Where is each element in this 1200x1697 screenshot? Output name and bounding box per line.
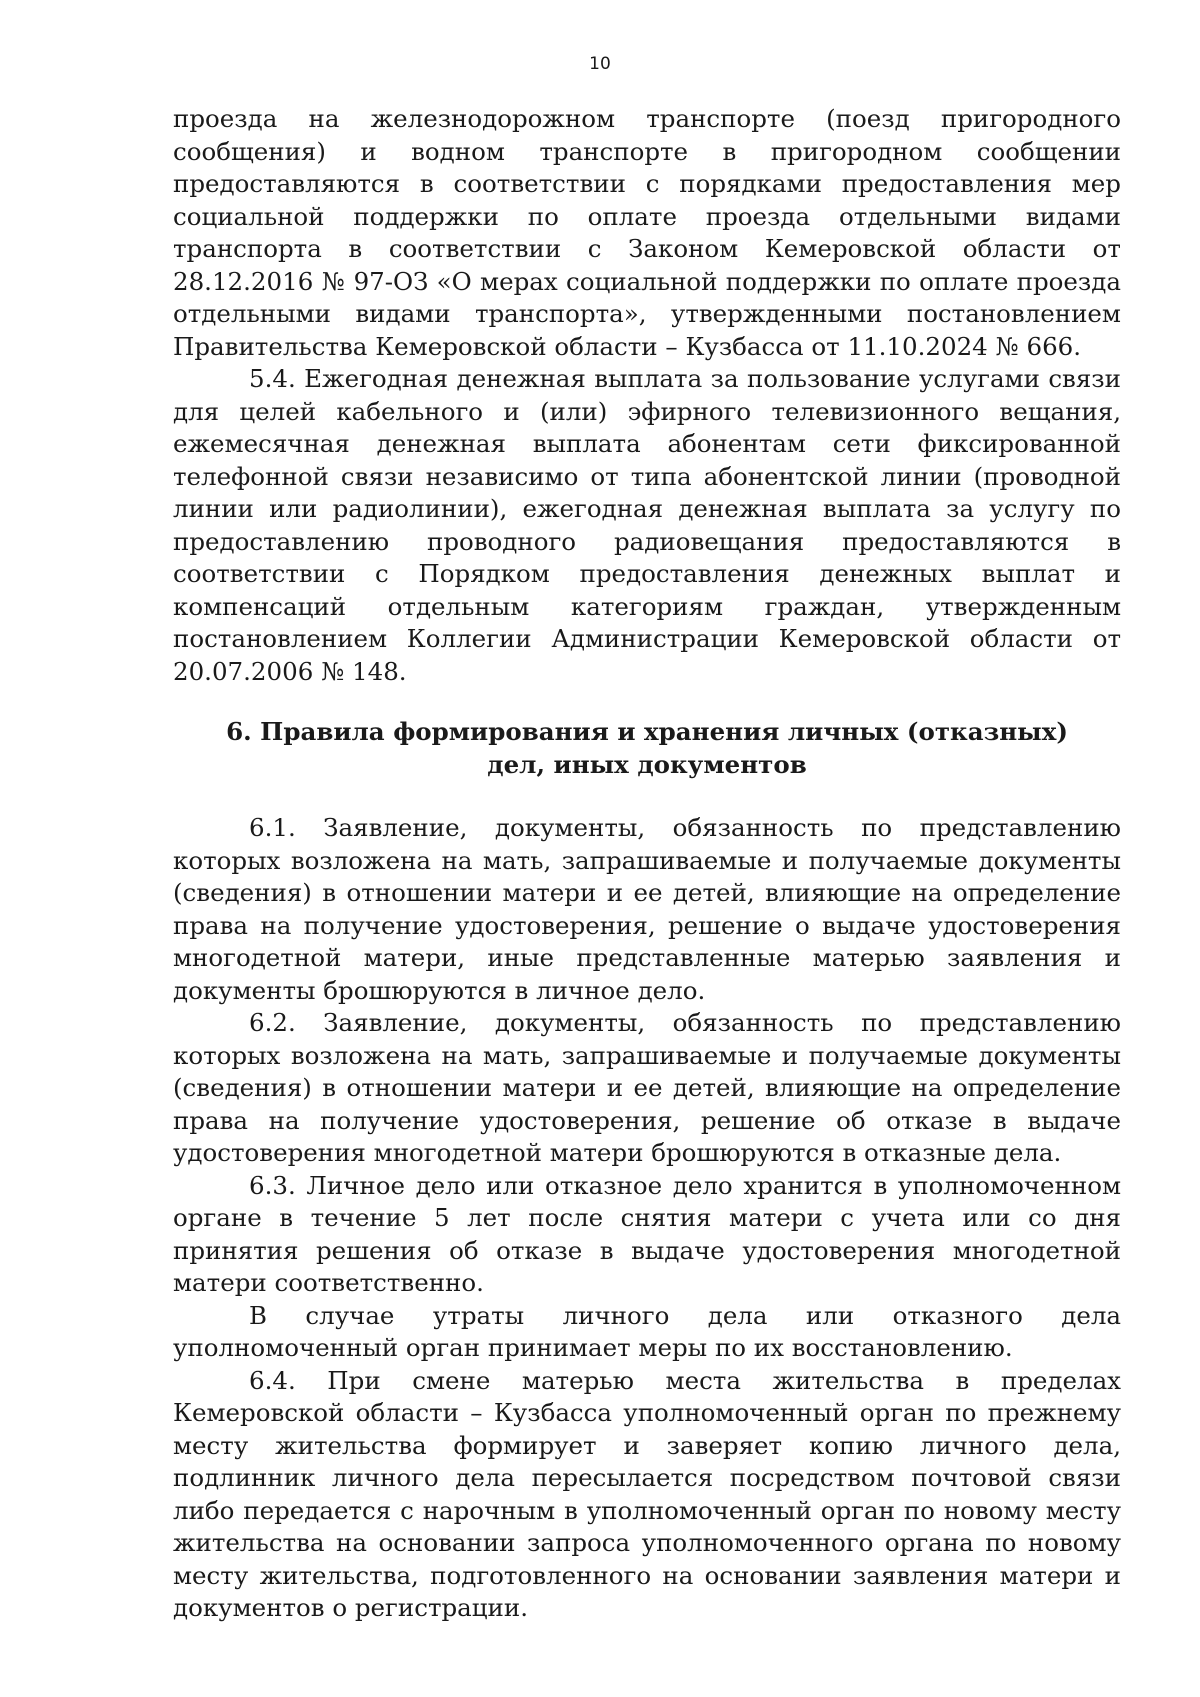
paragraph-continued: проезда на железнодорожном транспорте (поезд пригородного сообщения) и водном транспорте в пригородном сообщении предоставляются в соответствии с порядками предоставления мер социальной поддержки по оплате проезда отдельными видами транспорта в соответствии с Законом Кемеровской области от 28.12.2016 № 97-ОЗ «О мерах социальной поддержки по оплате проезда отдельными видами транспорта», утвержденными постановлением Правительства Кемеровской области – Кузбасса от 11.10.2024 № 666. (173, 104, 1121, 361)
paragraph-6-2: 6.2. Заявление, документы, обязанность по представлению которых возложена на мать, запрашиваемые и получаемые документы (сведения) в отношении матери и ее детей, влияющие на определение права на получение удостоверения, решение об отказе в выдаче удостоверения многодетной матери брошюруются в отказные дела. (173, 1008, 1121, 1167)
document-body (173, 103, 1121, 1625)
paragraph-6-4: 6.4. При смене матерью места жительства в пределах Кемеровской области – Кузбасса уполномоченный орган по прежнему месту жительства формирует и заверяет копию личного дела, подлинник личного дела пересылается посредством почтовой связи либо передается с нарочным в уполномоченный орган по новому месту жительства на основании запроса уполномоченного органа по новому месту жительства, подготовленного на основании заявления матери и документов о регистрации. (173, 1365, 1121, 1622)
section-heading-line-2: дел, иных документов (487, 749, 807, 779)
paragraph-5-4: 5.4. Ежегодная денежная выплата за пользование услугами связи для целей кабельного и (или) эфирного телевизионного вещания, ежемесячная денежная выплата абонентам сети фиксированной телефонной связи независимо от типа абонентской линии (проводной линии или радиолинии), ежегодная денежная выплата за услугу по предоставлению проводного радиовещания предоставляются в соответствии с Порядком предоставления денежных выплат и компенсаций отдельным категориям граждан, утвержденным постановлением Коллегии Администрации Кемеровской области от 20.07.2006 № 148. (173, 364, 1121, 686)
paragraph-6-3: 6.3. Личное дело или отказное дело хранится в уполномоченном органе в течение 5 лет после снятия матери с учета или со дня принятия решения об отказе в выдаче удостоверения многодетной матери соответственно. (173, 1170, 1121, 1297)
section-heading-line-1: 6. Правила формирования и хранения личных (отказных) (226, 717, 1068, 746)
paragraph-6-3-loss: В случае утраты личного дела или отказного дела уполномоченный орган принимает меры по их восстановлению. (173, 1300, 1121, 1362)
page-number: 10 (589, 54, 611, 74)
paragraph-6-1: 6.1. Заявление, документы, обязанность по представлению которых возложена на мать, запрашиваемые и получаемые документы (сведения) в отношении матери и ее детей, влияющие на определение права на получение удостоверения, решение о выдаче удостоверения многодетной матери, иные представленные матерью заявления и документы брошюруются в личное дело. (173, 813, 1121, 1005)
section-heading (173, 716, 1121, 781)
